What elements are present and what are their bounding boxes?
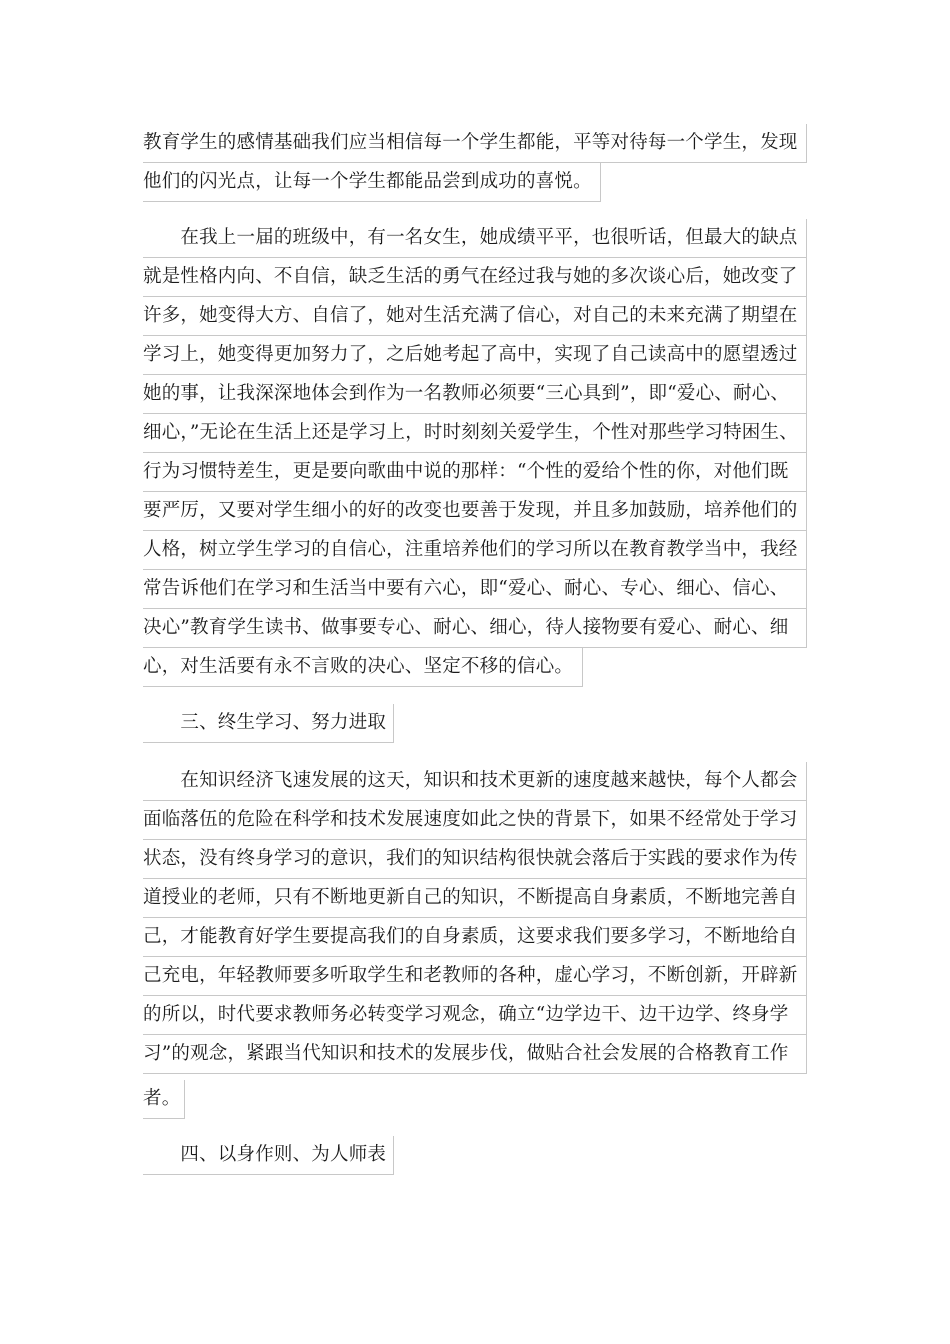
text-line: 习”的观念，紧跟当代知识和技术的发展步伐，做贴合社会发展的合格教育工作 — [143, 1035, 807, 1074]
text-line: 细心，”无论在生活上还是学习上，时时刻刻关爱学生，个性对那些学习特困生、 — [143, 414, 807, 453]
text-line: 己充电，年轻教师要多听取学生和老教师的各种，虚心学习，不断创新，开辟新 — [143, 957, 807, 996]
text-line: 决心”教育学生读书、做事要专心、耐心、细心，待人接物要有爱心、耐心、细 — [143, 609, 807, 648]
text-line: 者。 — [143, 1080, 185, 1119]
text-line: 的所以，时代要求教师务必转变学习观念，确立“边学边干、边干边学、终身学 — [143, 996, 807, 1035]
text-line: 教育学生的感情基础我们应当相信每一个学生都能，平等对待每一个学生，发现 — [143, 124, 807, 163]
text-line: 行为习惯特差生，更是要向歌曲中说的那样：“个性的爱给个性的你，对他们既 — [143, 453, 807, 492]
text-line: 他们的闪光点，让每一个学生都能品尝到成功的喜悦。 — [143, 163, 601, 202]
text-line: 面临落伍的危险在科学和技术发展速度如此之快的背景下，如果不经常处于学习 — [143, 801, 807, 840]
section-heading: 三、终生学习、努力进取 — [143, 704, 394, 743]
text-line: 在知识经济飞速发展的这天，知识和技术更新的速度越来越快，每个人都会 — [143, 762, 807, 801]
text-line: 她的事，让我深深地体会到作为一名教师必须要“三心具到”，即“爱心、耐心、 — [143, 375, 807, 414]
text-line: 学习上，她变得更加努力了，之后她考起了高中，实现了自己读高中的愿望透过 — [143, 336, 807, 375]
text-line: 心，对生活要有永不言败的决心、坚定不移的信心。 — [143, 648, 583, 687]
text-line: 状态，没有终身学习的意识，我们的知识结构很快就会落后于实践的要求作为传 — [143, 840, 807, 879]
text-line: 在我上一届的班级中，有一名女生，她成绩平平，也很听话，但最大的缺点 — [143, 219, 807, 258]
text-line: 道授业的老师，只有不断地更新自己的知识，不断提高自身素质，不断地完善自 — [143, 879, 807, 918]
text-line: 己，才能教育好学生要提高我们的自身素质，这要求我们要多学习，不断地给自 — [143, 918, 807, 957]
text-line: 许多，她变得大方、自信了，她对生活充满了信心，对自己的未来充满了期望在 — [143, 297, 807, 336]
text-line: 人格，树立学生学习的自信心，注重培养他们的学习所以在教育教学当中，我经 — [143, 531, 807, 570]
text-line: 常告诉他们在学习和生活当中要有六心，即“爱心、耐心、专心、细心、信心、 — [143, 570, 807, 609]
section-heading: 四、以身作则、为人师表 — [143, 1136, 394, 1175]
text-line: 就是性格内向、不自信，缺乏生活的勇气在经过我与她的多次谈心后，她改变了 — [143, 258, 807, 297]
text-line: 要严厉，又要对学生细小的好的改变也要善于发现，并且多加鼓励，培养他们的 — [143, 492, 807, 531]
